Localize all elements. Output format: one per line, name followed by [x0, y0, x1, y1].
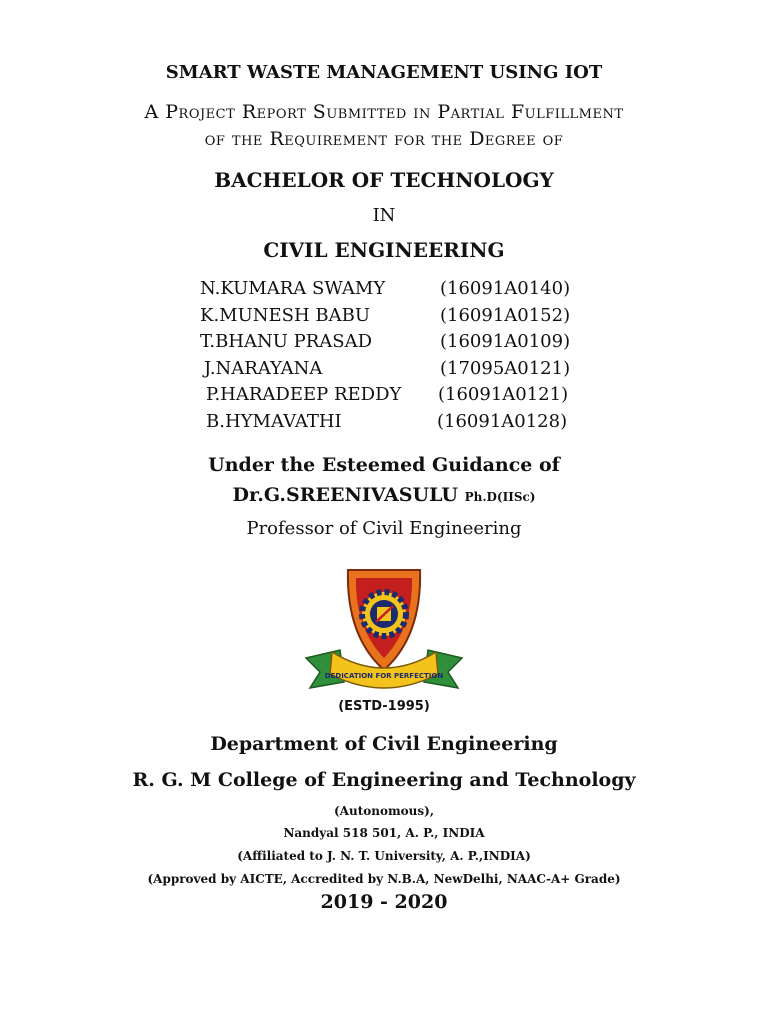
- student-roll-number: (17095A0121): [440, 357, 571, 379]
- student-row: [200, 411, 580, 438]
- report-subtitle-line-1: A Project Report Submitted in Partial Fulfillment: [144, 101, 624, 123]
- student-name: B.HYMAVATHI: [206, 410, 342, 432]
- student-name: J.NARAYANA: [204, 357, 323, 379]
- guide-qualification: Ph.D(IISc): [464, 490, 536, 504]
- student-row: [200, 384, 580, 411]
- student-roll-number: (16091A0109): [440, 331, 571, 352]
- student-roll-number: (16091A0140): [440, 278, 571, 299]
- student-roll-number: (16091A0121): [438, 384, 569, 405]
- affiliation: (Affiliated to J. N. T. University, A. P.,INDIA): [237, 849, 531, 863]
- logo-established: (ESTD-1995): [338, 699, 430, 714]
- student-row: [200, 305, 580, 332]
- student-row: [200, 358, 580, 385]
- branch-name: CIVIL ENGINEERING: [263, 238, 505, 262]
- college-logo: [304, 566, 464, 716]
- guide-designation: Professor of Civil Engineering: [246, 518, 522, 539]
- approval-accreditation: (Approved by AICTE, Accredited by N.B.A, NewDelhi, NAAC-A+ Grade): [147, 872, 621, 886]
- report-subtitle-line-2: of the Requirement for the Degree of: [204, 128, 564, 150]
- college-address: Nandyal 518 501, A. P., INDIA: [283, 826, 485, 840]
- student-name: N.KUMARA SWAMY: [200, 278, 386, 299]
- student-name: P.HARADEEP REDDY: [206, 384, 402, 405]
- report-title: SMART WASTE MANAGEMENT USING IOT: [165, 62, 603, 83]
- autonomous-status: (Autonomous),: [333, 804, 435, 818]
- academic-year: 2019 - 2020: [320, 891, 448, 913]
- student-roll-number: (16091A0128): [437, 410, 568, 432]
- student-name: T.BHANU PRASAD: [200, 331, 373, 352]
- guide-name: Dr.G.SREENIVASULU: [232, 484, 458, 506]
- guidance-heading: Under the Esteemed Guidance of: [208, 454, 560, 476]
- student-row: [200, 331, 580, 358]
- degree-name: BACHELOR OF TECHNOLOGY: [214, 168, 554, 192]
- student-roll-number: (16091A0152): [440, 304, 571, 326]
- department-name: Department of Civil Engineering: [210, 733, 558, 755]
- guide-line: [0, 484, 768, 506]
- logo-motto: DEDICATION FOR PERFECTION: [324, 672, 444, 680]
- college-name: R. G. M College of Engineering and Technology: [132, 769, 636, 791]
- in-word: IN: [372, 205, 396, 226]
- student-name: K.MUNESH BABU: [200, 304, 371, 326]
- student-list: [200, 278, 580, 437]
- student-row: [200, 278, 580, 305]
